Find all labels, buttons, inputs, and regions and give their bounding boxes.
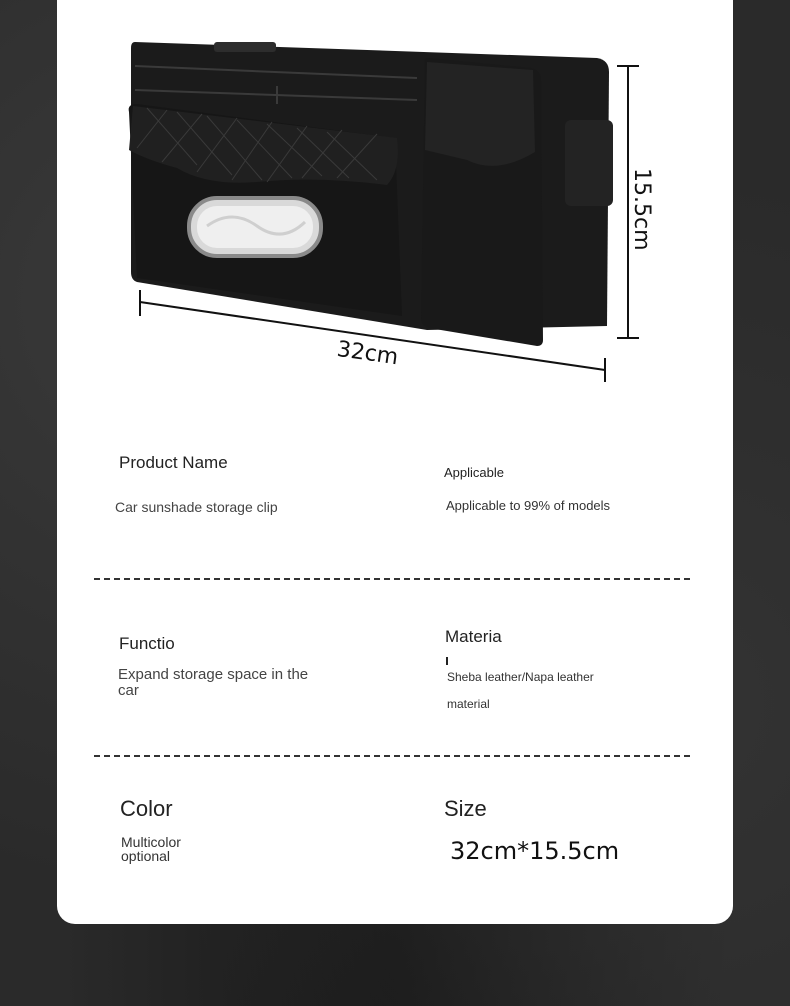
product-illustration: [57, 0, 733, 400]
product-card: [57, 0, 733, 924]
material-label: Materia: [445, 627, 502, 646]
material-marker: [446, 657, 448, 665]
product-name-value: Car sunshade storage clip: [115, 499, 278, 515]
function-label: Functio: [119, 634, 175, 653]
material-value-line1: Sheba leather/Napa leather: [447, 670, 594, 684]
color-value: Multicolor optional: [121, 834, 181, 864]
clip-tab: [214, 42, 276, 52]
applicable-label: Applicable: [444, 465, 504, 480]
function-value: Expand storage space in the car: [118, 666, 309, 699]
divider-2: [94, 755, 690, 757]
height-label: 15.5cm: [629, 168, 654, 251]
pocket-flap: [425, 62, 535, 166]
divider-1: [94, 578, 690, 580]
material-value-line2: material: [447, 697, 490, 711]
size-value: 32cm*15.5cm: [450, 837, 620, 865]
product-name-label: Product Name: [119, 453, 228, 472]
length-label: 32cm: [335, 336, 400, 371]
size-label: Size: [444, 796, 487, 821]
color-label: Color: [120, 796, 173, 821]
applicable-value: Applicable to 99% of models: [446, 498, 611, 513]
side-loop: [565, 120, 613, 206]
